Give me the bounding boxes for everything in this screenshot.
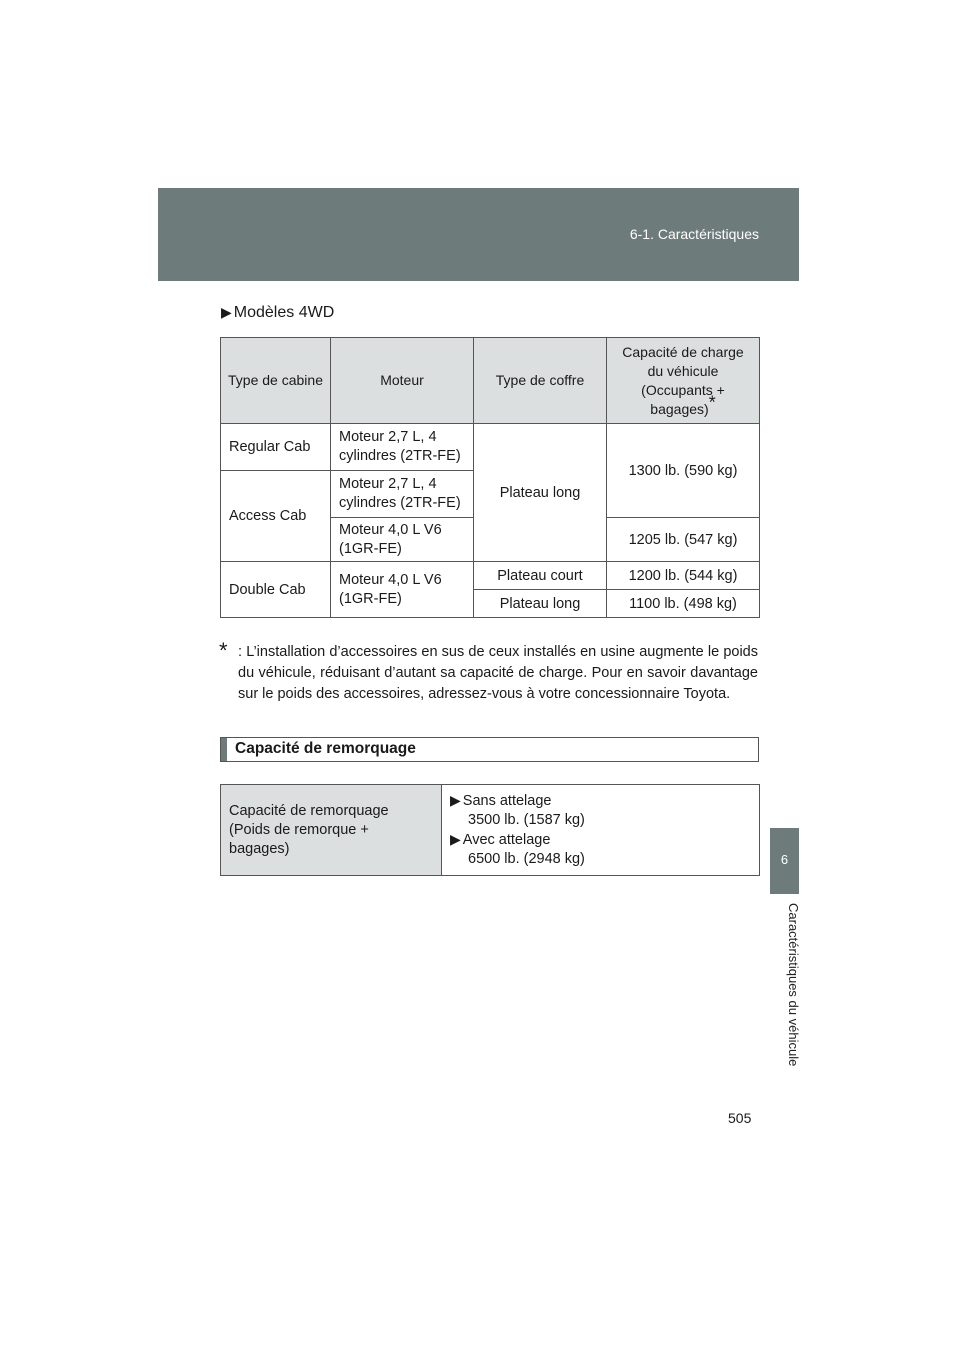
towing-table	[220, 784, 760, 876]
towing-heading-bar	[220, 737, 759, 762]
cell-engine: Moteur 4,0 L V6 (1GR-FE)	[331, 518, 474, 562]
cell-bed: Plateau long	[474, 424, 607, 562]
cell-capacity: 1100 lb. (498 kg)	[607, 590, 760, 618]
list-item: ▶ Sans attelage	[450, 792, 552, 809]
arrow-right-icon: ▶	[450, 792, 461, 808]
cell-bed: Plateau long	[474, 590, 607, 618]
cell-cab: Access Cab	[221, 471, 331, 562]
cell-cab: Regular Cab	[221, 424, 331, 471]
towing-value: 3500 lb. (1587 kg)	[468, 812, 585, 828]
cell-capacity: 1300 lb. (590 kg)	[607, 424, 760, 518]
list-item: ▶ Avec attelage	[450, 831, 551, 848]
header-cab: Type de cabine	[221, 338, 331, 424]
towing-values	[442, 785, 760, 876]
cell-cab: Double Cab	[221, 562, 331, 618]
cell-bed: Plateau court	[474, 562, 607, 590]
page-number: 505	[728, 1110, 752, 1126]
header-capacity: Capacité de charge du véhicule (Occupants + bagages)*	[607, 338, 760, 424]
arrow-right-icon: ▶	[450, 831, 461, 847]
cell-engine: Moteur 2,7 L, 4 cylindres (2TR-FE)	[331, 471, 474, 518]
arrow-right-icon: ▶	[221, 304, 232, 320]
header-bed: Type de coffre	[474, 338, 607, 424]
load-capacity-table	[220, 337, 760, 618]
cell-capacity: 1200 lb. (544 kg)	[607, 562, 760, 590]
chapter-label: Caractéristiques du véhicule	[786, 903, 801, 1067]
towing-value: 6500 lb. (2948 kg)	[468, 851, 585, 867]
heading-marker	[221, 738, 227, 761]
cell-engine: Moteur 2,7 L, 4 cylindres (2TR-FE)	[331, 424, 474, 471]
section-title: 6-1. Caractéristiques	[629, 226, 759, 242]
header-engine: Moteur	[331, 338, 474, 424]
cell-capacity: 1205 lb. (547 kg)	[607, 518, 760, 562]
footnote-text: : L’installation d’accessoires en sus de ceux installés en usine augmente le poids du véhicule, réduisant d’autant sa capacité de charge. Pour en savoir davantage sur le poids des accessoires, adressez-vous à votre concessionnaire Toyota.	[238, 644, 758, 702]
cell-engine: Moteur 4,0 L V6 (1GR-FE)	[331, 562, 474, 618]
towing-label: Capacité de remorquage (Poids de remorque + bagages)	[221, 785, 442, 876]
model-label: ▶ Modèles 4WD	[221, 304, 335, 321]
chapter-number: 6	[780, 852, 789, 867]
footnote-marker: *	[708, 391, 716, 412]
towing-heading: Capacité de remorquage	[235, 740, 416, 757]
chapter-tab	[770, 828, 799, 894]
footnote-marker: *	[219, 638, 228, 663]
footnote	[219, 638, 758, 705]
header-bar	[158, 188, 799, 281]
